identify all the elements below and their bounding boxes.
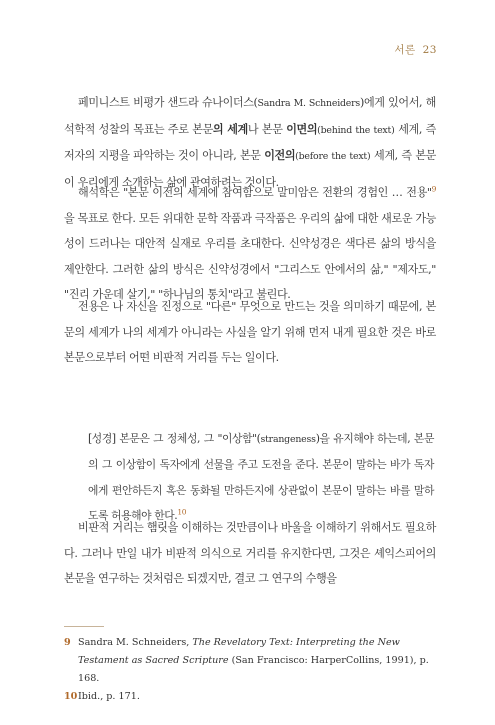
footnotes: [64, 634, 436, 706]
footnote-number: 9: [64, 637, 71, 648]
paragraph-4: 비판적 거리는 햄릿을 이해하는 것만큼이나 바울을 이해하기 위해서도 필요하다. 그러나 만일 내가 비판적 의식으로 거리를 유지한다면, 그것은 셰익스피어의 본문을 연구하는 것처럼은 되겠지만, 결코 그 연구의 수행을: [64, 521, 436, 586]
footnote-author: Sandra M. Schneiders,: [78, 637, 193, 648]
p1-text-a: 페미니스트 비평가 샌드라 슈나이더스(: [78, 96, 258, 109]
footnote-ref-9[interactable]: 9: [431, 184, 436, 194]
quote-text-a: [성경] 본문은 그 정체성, 그 "이상함"(: [88, 432, 261, 445]
p1-before-the-text: (before the text): [295, 151, 371, 163]
p1-text-h: 세계, 즉 저자의 지평을 파악하는 것이 아니라, 본문: [64, 122, 436, 163]
footnote-ref-10[interactable]: 10: [177, 507, 187, 517]
footnote-number: 10: [64, 691, 78, 702]
running-head-title: 서론: [394, 44, 416, 56]
p1-emphasis-before: 이전의: [264, 149, 296, 163]
p2-text-b: 을 목표로 한다. 모든 위대한 문학 작품과 극작품은 우리의 삶에 대한 새로운 가능성이 드러나는 대안적 실재로 우리를 초대한다. 신약성경은 색다른 삶의 방식을 제안한다. 그러한 삶의 방식은 신약성경에서 "그리스도 안에서의 삶," "제자도," "진리 가운데 살기," "하나님의 통치"라고 불린다.: [64, 211, 436, 302]
footnote-divider: [64, 626, 104, 627]
p1-text-e: 나 본문: [247, 122, 287, 136]
p1-author-name: Sandra M. Schneiders: [257, 98, 361, 109]
footnote-book-title: The Revelatory Text: Interpreting the New Testament as Sacred Scripture: [78, 637, 400, 666]
quote-text-c: )을 유지해야 하는데, 본문의 그 이상함이 독자에게 선물을 주고 도전을 준다. 본문이 말하는 바가 독자에게 편안하든지 혹은 동화될 만하든지에 상관없이 본문이 말하는 바를 말하도록 허용해야 한다.: [88, 432, 434, 523]
footnote-ibid: Ibid., p. 171.: [78, 691, 140, 702]
p1-emphasis-world: 의 세계: [212, 122, 248, 136]
p2-text-a: 해석학은 "본문 이전의 세계에 참여함으로 말미암은 전환의 경험인 … 전용": [78, 186, 432, 199]
footnote-10: [64, 688, 436, 706]
footnote-publication: (San Francisco: HarperCollins, 1991), p. 168.: [78, 655, 429, 684]
block-quote: [88, 426, 434, 529]
p1-text-c: )에게 있어서, 해석학적 성찰의 목표는 주로 본문: [64, 96, 436, 136]
page-number: 23: [422, 44, 437, 56]
p1-text-k: 세계, 즉 본문이 우리에게 소개하는 삶에 관여하려는 것이다.: [64, 149, 436, 189]
quote-strangeness: strangeness: [260, 434, 316, 445]
p1-behind-the-text: (behind the text): [317, 124, 395, 136]
footnote-9: [64, 634, 436, 688]
paragraph-2: [64, 180, 436, 308]
p1-emphasis-behind: 이면의: [286, 122, 318, 136]
running-head: [394, 42, 437, 57]
paragraph-3: 전용은 나 자신을 진정으로 "다른" 무엇으로 만드는 것을 의미하기 때문에, 본문의 세계가 나의 세계가 아니라는 사실을 알기 위해 먼저 내게 필요한 것은 바로 본문으로부터 어떤 비판적 거리를 두는 일이다.: [64, 300, 436, 365]
